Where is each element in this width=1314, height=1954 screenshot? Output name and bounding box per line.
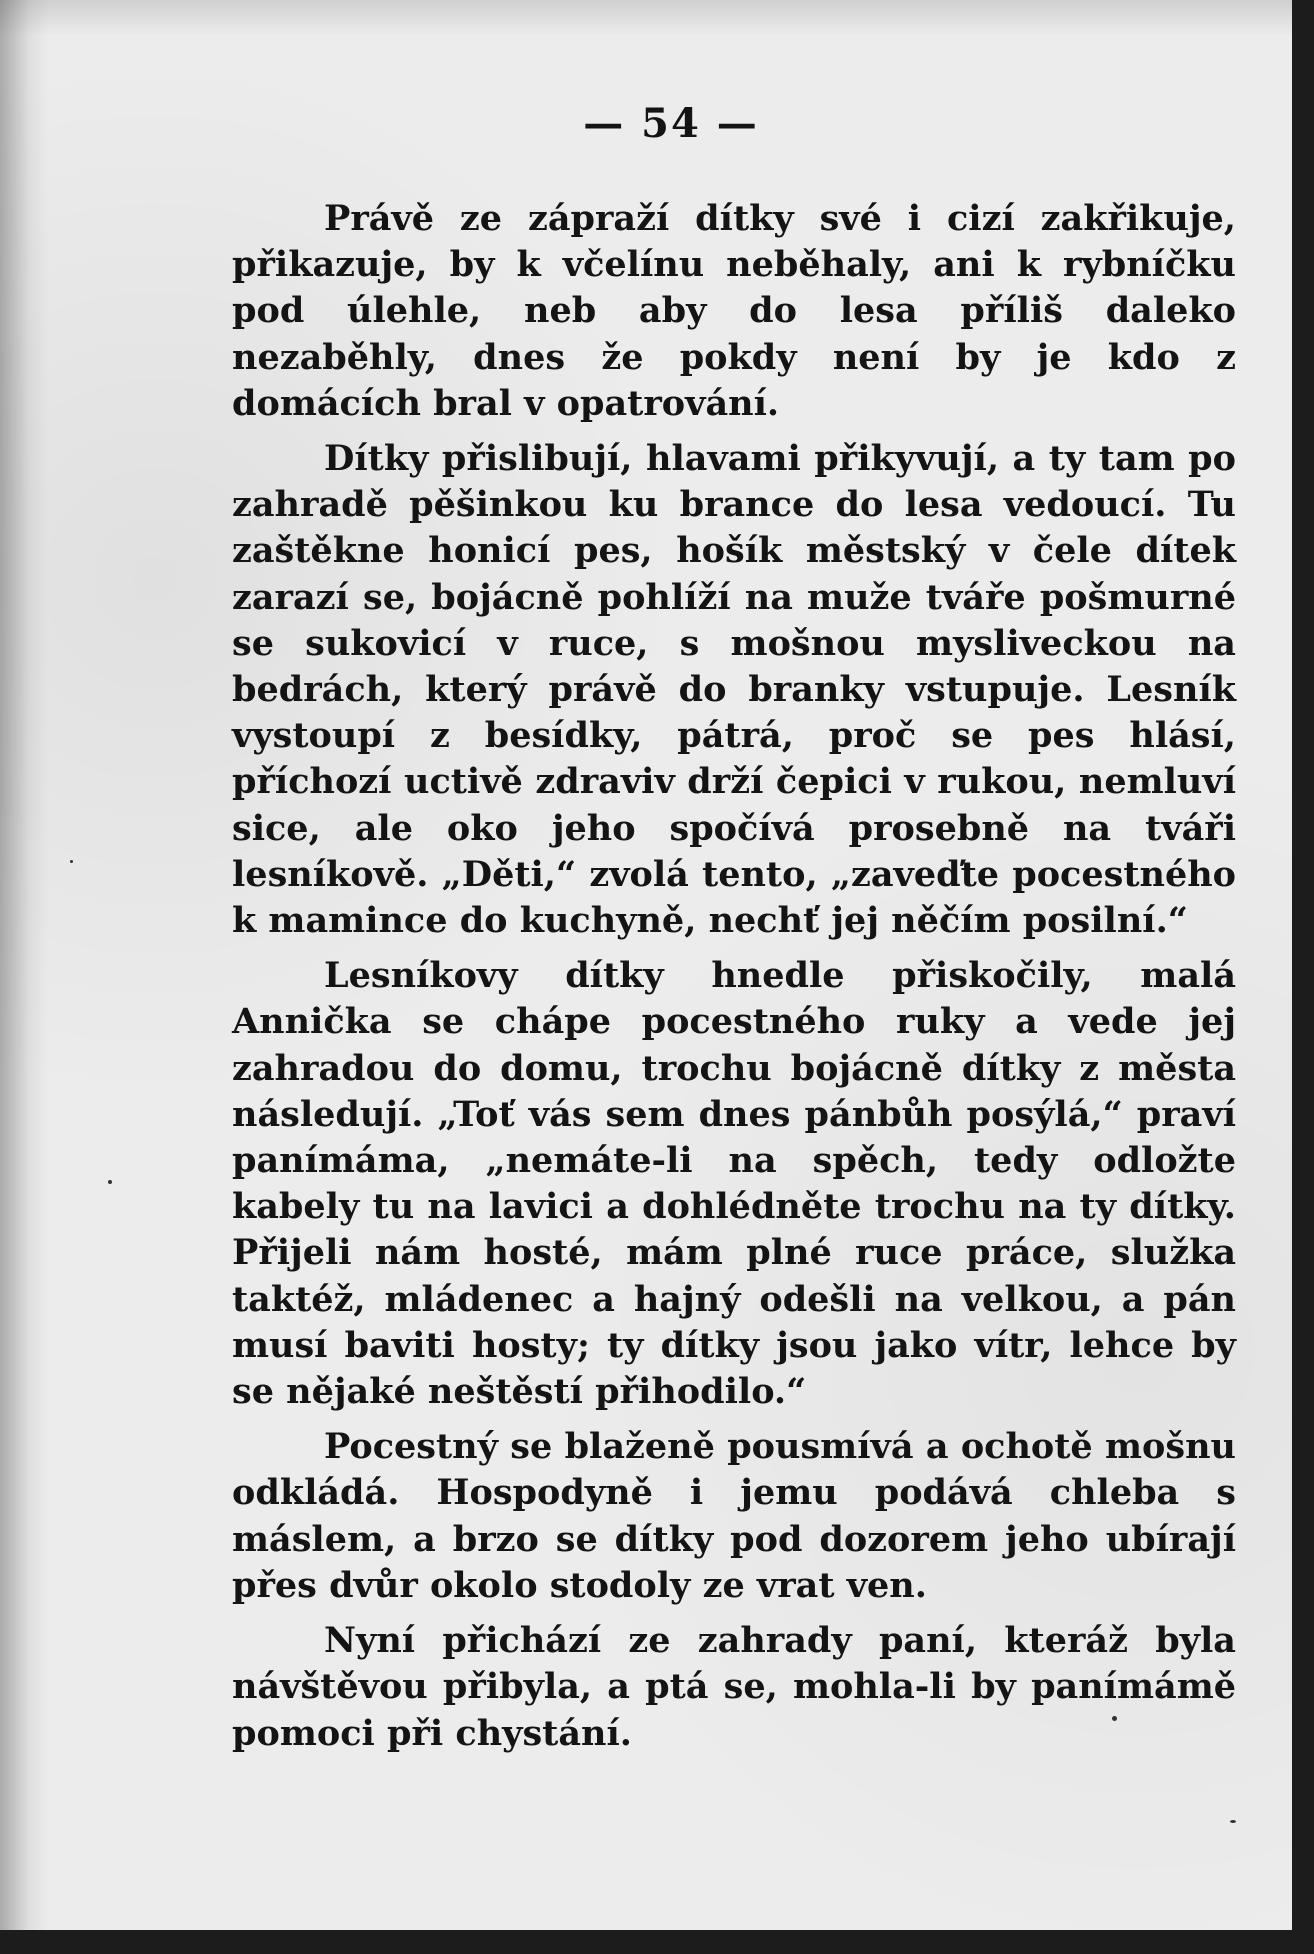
paragraph-5: Nyní přichází ze zahrady paní, kteráž byla návštěvou přibyla, a ptá se, mohla-li by panímámě pomoci při chystání.	[232, 1620, 1236, 1754]
page-number: — 54 —	[583, 100, 759, 147]
body-text	[232, 196, 1236, 1766]
top-edge-shadow	[0, 0, 1292, 36]
paper-speck	[1230, 1820, 1236, 1823]
paragraph-2: Dítky přislibují, hlavami přikyvují, a ty tam po zahradě pěšinkou ku brance do lesa vedoucí. Tu zaštěkne honicí pes, hošík městský v čele dítek zarazí se, bojácně pohlíží na muže tváře pošmurné se sukovicí v ruce, s mošnou mysliveckou na bedrách, který právě do branky vstupuje. Lesník vystoupí z besídky, pátrá, proč se pes hlásí, příchozí uctivě zdraviv drží čepici v rukou, nemluví sice, ale oko jeho spočívá prosebně na tváři lesníkově. „Děti,“ zvolá tento, „zaveďte pocestného k mamince do kuchyně, nechť jej něčím posilní.“	[232, 438, 1236, 942]
binding-shadow	[0, 0, 48, 1930]
paper-speck	[1112, 1716, 1117, 1721]
paragraph-3: Lesníkovy dítky hnedle přiskočily, malá Annička se chápe pocestného ruky a vede jej zahradou do domu, trochu bojácně dítky z města následují. „Toť vás sem dnes pánbůh posýlá,“ praví panímáma, „nemáte-li na spěch, tedy odložte kabely tu na lavici a dohlédněte trochu na ty dítky. Přijeli nám hosté, mám plné ruce práce, služka taktéž, mládenec a hajný odešli na velkou, a pán musí baviti hosty; ty dítky jsou jako vítr, lehce by se nějaké neštěstí přihodilo.“	[232, 955, 1236, 1413]
paper-speck	[70, 860, 73, 863]
paper-speck	[108, 1180, 112, 1184]
paragraph-1: Právě ze zápraží dítky své i cizí zakřikuje, přikazuje, by k včelínu neběhaly, ani k rybníčku pod úlehle, neb aby do lesa příliš daleko nezaběhly, dnes že pokdy není by je kdo z domácích bral v opatrování.	[232, 198, 1236, 424]
paragraph-4: Pocestný se blaženě pousmívá a ochotě mošnu odkládá. Hospodyně i jemu podává chleba s máslem, a brzo se dítky pod dozorem jeho ubírají přes dvůr okolo stodoly ze vrat ven.	[232, 1426, 1236, 1606]
